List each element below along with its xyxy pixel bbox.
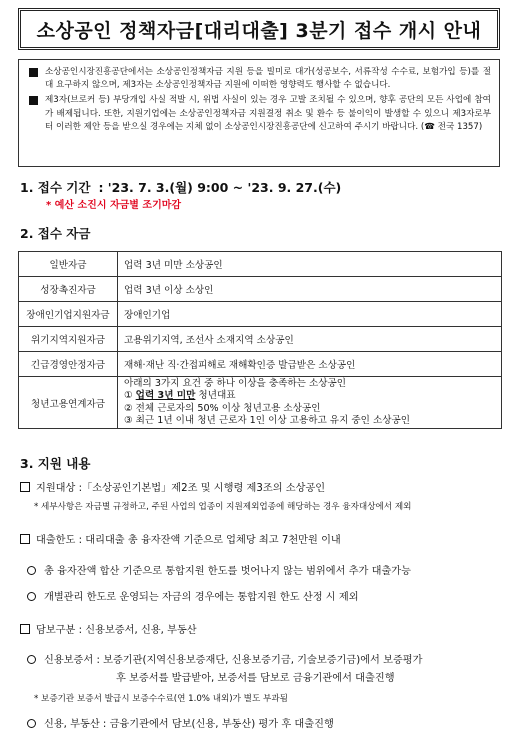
- checkbox-bullet-icon: [20, 624, 30, 634]
- loan-limit-bullet-1: 총 융자잔액 합산 기준으로 통합지원 한도를 벗어나지 않는 범위에서 추가 대출가능: [27, 562, 411, 577]
- table-row: [19, 327, 502, 352]
- loan-limit-line: 대출한도 : 대리대출 총 융자잔액 기준으로 업체당 최고 7천만원 이내: [20, 531, 341, 546]
- application-period: : '23. 7. 3.(월) 9:00 ~ '23. 9. 27.(수): [98, 180, 342, 195]
- youth-intro: 아래의 3가지 요건 중 하나 이상을 충족하는 소상공인: [124, 378, 347, 390]
- fund-name: 위기지역지원자금: [19, 327, 118, 352]
- fund-description: 업력 3년 미만 소상공인: [118, 252, 502, 277]
- square-bullet-icon: [29, 96, 38, 105]
- circle-bullet-icon: [27, 655, 36, 664]
- table-row: [19, 352, 502, 377]
- youth-criterion-1: ① 업력 3년 미만 청년대표: [124, 390, 236, 402]
- loan-limit-bullet-2: 개별관리 한도로 운영되는 자금의 경우에는 통합지원 한도 산정 시 제외: [27, 588, 359, 603]
- circle-bullet-icon: [27, 592, 36, 601]
- checkbox-bullet-icon: [20, 534, 30, 544]
- youth-criterion-3: ③ 최근 1년 이내 청년 근로자 1인 이상 고용하고 유지 중인 소상공인: [124, 414, 411, 426]
- support-target-line: 지원대상 :「소상공인기본법」제2조 및 시행령 제3조의 소상공인: [20, 479, 325, 494]
- fund-name: 일반자금: [19, 252, 118, 277]
- fund-description: 장애인기업: [118, 302, 502, 327]
- fund-name: 장애인기업지원자금: [19, 302, 118, 327]
- collateral-type-line: 담보구분 : 신용보증서, 신용, 부동산: [20, 621, 197, 636]
- support-target-note: * 세부사항은 자금별 규정하고, 주된 사업의 업종이 지원제외업종에 해당하는 경우 융자대상에서 제외: [34, 502, 412, 512]
- table-row: [19, 377, 502, 429]
- fund-name: 긴급경영안정자금: [19, 352, 118, 377]
- fund-description: [118, 377, 502, 429]
- youth-criterion-2: ② 전체 근로자의 50% 이상 청년고용 소상공인: [124, 402, 321, 414]
- page-title-box: [18, 8, 500, 50]
- table-row: [19, 252, 502, 277]
- fund-description: 업력 3년 이상 소상인: [118, 277, 502, 302]
- square-bullet-icon: [29, 68, 38, 77]
- checkbox-bullet-icon: [20, 482, 30, 492]
- circle-bullet-icon: [27, 719, 36, 728]
- collateral-bullet-2: 신용, 부동산 : 금융기관에서 담보(신용, 부동산) 평가 후 대출진행: [27, 715, 334, 730]
- table-row: [19, 302, 502, 327]
- section-3-title: 3. 지원 내용: [20, 456, 91, 471]
- table-row: [19, 277, 502, 302]
- collateral-bullet-1-continued: 후 보증서를 발급받아, 보증서를 담보로 금융기관에서 대출진행: [116, 673, 395, 684]
- notice-text-1: 소상공인시장진흥공단에서는 소상공인정책자금 지원 등을 빌미로 대가(성공보수, 서류작성 수수료, 보험가입 등)를 절대 요구하지 않으며, 제3자는 소상공인정책자금 지원에 이떠한 영향력도 행사할 수 없습니다.: [45, 67, 491, 91]
- collateral-bullet-1: 신용보증서 : 보증기관(지역신용보증재단, 신용보증기금, 기술보증기금)에서 보증평가: [27, 651, 423, 666]
- notice-paragraph: [27, 66, 491, 92]
- section-1-title: 1. 접수 기간: [20, 180, 91, 195]
- emphasis-text: 업력 3년 미만: [135, 390, 196, 402]
- fund-name: 성장촉진자금: [19, 277, 118, 302]
- guarantee-fee-note: * 보증기관 보증서 발급시 보증수수료(연 1.0% 내외)가 별도 부과됨: [34, 694, 288, 704]
- fund-name: 청년고용연계자금: [19, 377, 118, 429]
- warning-notice-box: [18, 59, 500, 167]
- section-1-heading: [20, 178, 341, 196]
- section-2-title: 2. 접수 자금: [20, 226, 91, 241]
- fund-description: 고용위기지역, 조선사 소재지역 소상공인: [118, 327, 502, 352]
- notice-paragraph: [27, 94, 491, 134]
- early-close-note: * 예산 소진시 자금별 조기마감: [46, 200, 182, 211]
- fund-description: 재해·재난 직·간접피해로 재해확인증 발급받은 소상공인: [118, 352, 502, 377]
- page-title: 소상공인 정책자금[대리대출] 3분기 접수 개시 안내: [36, 19, 482, 42]
- circle-bullet-icon: [27, 566, 36, 575]
- notice-text-2: 제3자(브로커 등) 부당개입 사실 적발 시, 위법 사실이 있는 경우 고발 조치될 수 있으며, 향후 공단의 모든 사업에 참여가 배제됩니다. 또한, 지원기업에는 소상공인정책자금 지원결정 취소 및 환수 등 불이익이 발생할 수 있으니 제3자로부터 이러한 제안 등을 받으실 경우에는 지체 없이 소상공인시장진흥공단에 신고하여 주시기 바랍니다. (☎ 전국 1357): [45, 95, 491, 132]
- funds-table: [18, 251, 502, 429]
